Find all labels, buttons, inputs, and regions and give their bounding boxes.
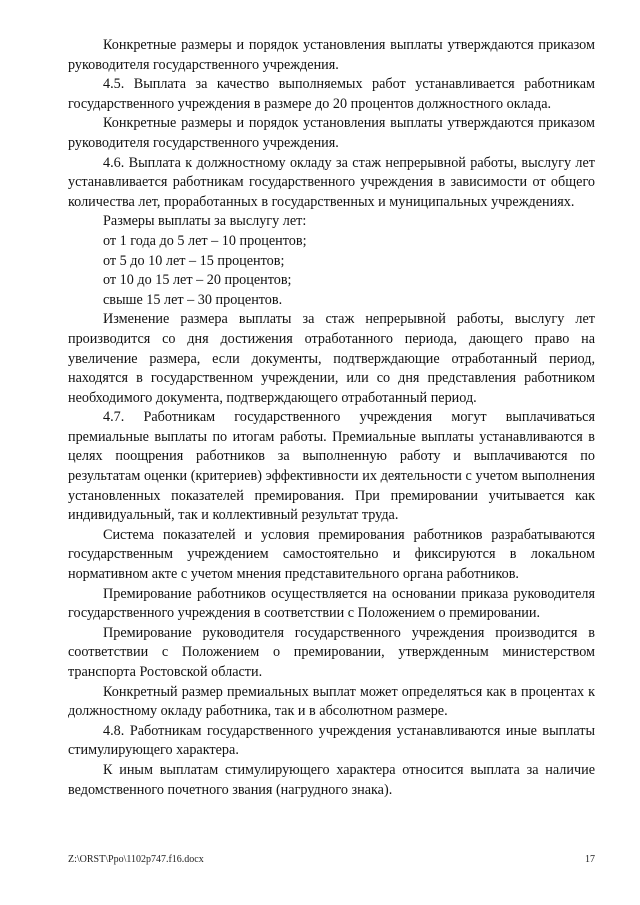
document-body <box>68 36 595 800</box>
list-item-seniority-1: от 1 года до 5 лет – 10 процентов; <box>103 232 307 249</box>
list-item-seniority-2: от 5 до 10 лет – 15 процентов; <box>103 252 285 269</box>
paragraph-4-6: 4.6. Выплата к должностному окладу за стаж непрерывной работы, выслугу лет устанавливается работникам государственного учреждения в зависимости от общего количества лет, проработанных в государственных и муниципальных учреждениях. <box>68 154 595 210</box>
paragraph-4-7: 4.7. Работникам государственного учреждения могут выплачиваться премиальные выплаты по итогам работы. Премиальные выплаты устанавливаются в целях поощрения работников за выполненную работу и выплачиваются по результатам оценки (критериев) эффективности их деятельности с учетом выполнения установленных показателей премирования. При премировании учитывается как индивидуальный, так и коллективный результат труда. <box>68 409 595 524</box>
page-number: 17 <box>585 854 595 865</box>
paragraph-approval-order-1: Конкретные размеры и порядок установления выплаты утверждаются приказом руководителя государственного учреждения. <box>68 37 595 73</box>
paragraph-4-8: 4.8. Работникам государственного учреждения устанавливаются иные выплаты стимулирующего характера. <box>68 722 595 759</box>
paragraph-manager-bonus: Премирование руководителя государственного учреждения производится в соответствии с Положением о премировании, утвержденным министерством транспорта Ростовской области. <box>68 624 595 680</box>
paragraph-approval-order-2: Конкретные размеры и порядок установления выплаты утверждаются приказом руководителя государственного учреждения. <box>68 115 595 151</box>
list-item-seniority-4: свыше 15 лет – 30 процентов. <box>103 291 283 308</box>
paragraph-indicators-system: Система показателей и условия премирования работников разрабатываются государственным учреждением самостоятельно и фиксируются в локальном нормативном акте с учетом мнения представительного органа работников. <box>68 526 595 583</box>
paragraph-bonus-amount: Конкретный размер премиальных выплат может определяться как в процентах к должностному окладу работника, так и в абсолютном размере. <box>68 683 595 720</box>
page-footer <box>68 854 595 866</box>
paragraph-bonus-order: Премирование работников осуществляется на основании приказа руководителя государственного учреждения в соответствии с Положением о премировании. <box>68 585 595 622</box>
paragraph-seniority-change: Изменение размера выплаты за стаж непрерывной работы, выслугу лет производится со дня достижения отработанного периода, дающего право на увеличение размера, если документы, подтверждающие отработанный период, находятся в государственном учреждении, или со дня представления работником необходимого документа, подтверждающего отработанный период. <box>68 311 595 406</box>
footer-file-path: Z:\ORST\Ppo\1102p747.f16.docx <box>68 854 204 865</box>
list-item-seniority-3: от 10 до 15 лет – 20 процентов; <box>103 272 292 289</box>
paragraph-4-5: 4.5. Выплата за качество выполняемых работ устанавливается работникам государственного учреждения в размере до 20 процентов должностного оклада. <box>68 76 595 112</box>
paragraph-seniority-intro: Размеры выплаты за выслугу лет: <box>103 213 307 230</box>
paragraph-honorary-title: К иным выплатам стимулирующего характера относится выплата за наличие ведомственного почетного звания (нагрудного знака). <box>68 761 595 798</box>
